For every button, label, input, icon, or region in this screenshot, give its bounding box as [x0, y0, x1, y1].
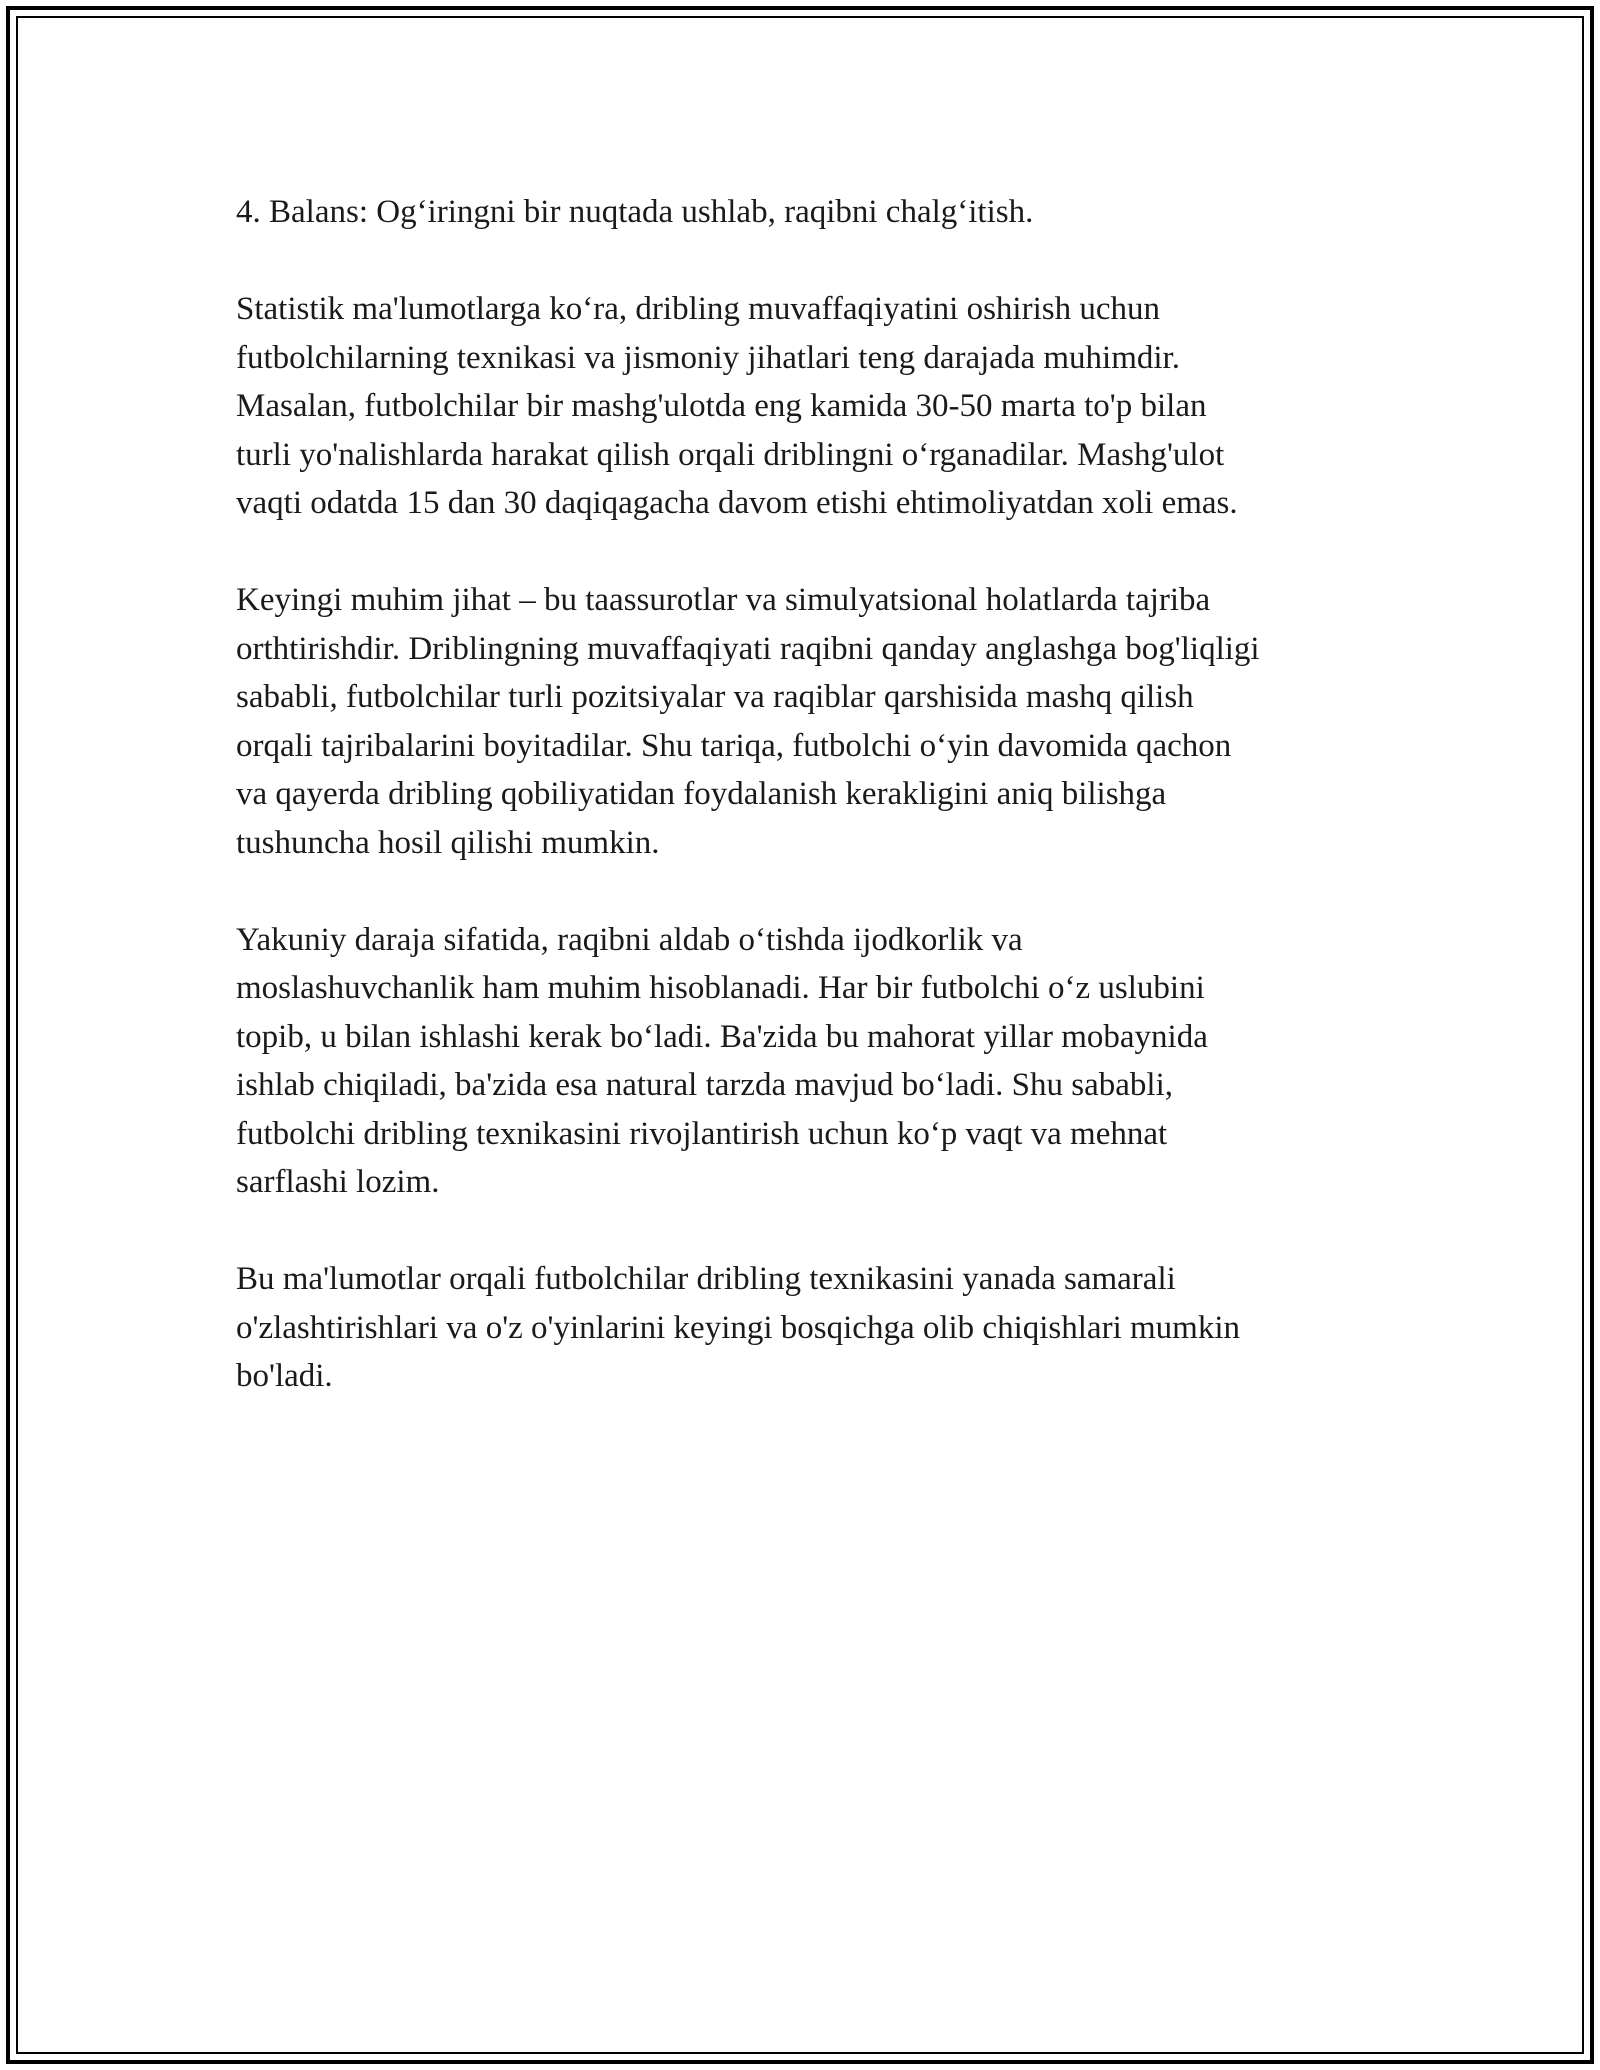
paragraph-balance-item: 4. Balans: Og‘iringni bir nuqtada ushlab, raqibni chalg‘itish.	[236, 194, 1034, 230]
paragraph-conclusion: Bu ma'lumotlar orqali futbolchilar dribling texnikasini yanada samarali o'zlashtirishlari va o'z o'yinlarini keyingi bosqichga olib chiqishlari mumkin bo'ladi.	[236, 1261, 1240, 1394]
document-body	[236, 188, 1386, 1449]
paragraph-creativity: Yakuniy daraja sifatida, raqibni aldab o‘tishda ijodkorlik va moslashuvchanlik ham muhim hisoblanadi. Har bir futbolchi o‘z uslubini topib, u bilan ishlashi kerak bo‘ladi. Ba'zida bu mahorat yillar mobaynida ishlab chiqiladi, ba'zida esa natural tarzda mavjud bo‘ladi. Shu sababli, futbolchi dribling texnikasini rivojlantirish uchun ko‘p vaqt va mehnat sarflashi lozim.	[236, 921, 1208, 1200]
paragraph-statistics: Statistik ma'lumotlarga ko‘ra, dribling muvaffaqiyatini oshirish uchun futbolchilarning texnikasi va jismoniy jihatlari teng darajada muhimdir. Masalan, futbolchilar bir mashg'ulotda eng kamida 30-50 marta to'p bilan turli yo'nalishlarda harakat qilish orqali driblingni o‘rganadilar. Mashg'ulot vaqti odatda 15 dan 30 daqiqagacha davom etishi ehtimoliyatdan xoli emas.	[236, 291, 1238, 521]
paragraph-experience: Keyingi muhim jihat – bu taassurotlar va simulyatsional holatlarda tajriba orthtirishdir. Driblingning muvaffaqiyati raqibni qanday anglashga bog'liqligi sababli, futbolchilar turli pozitsiyalar va raqiblar qarshisida mashq qilish orqali tajribalarini boyitadilar. Shu tariqa, futbolchi o‘yin davomida qachon va qayerda dribling qobiliyatidan foydalanish kerakligini aniq bilishga tushuncha hosil qilishi mumkin.	[236, 582, 1260, 861]
